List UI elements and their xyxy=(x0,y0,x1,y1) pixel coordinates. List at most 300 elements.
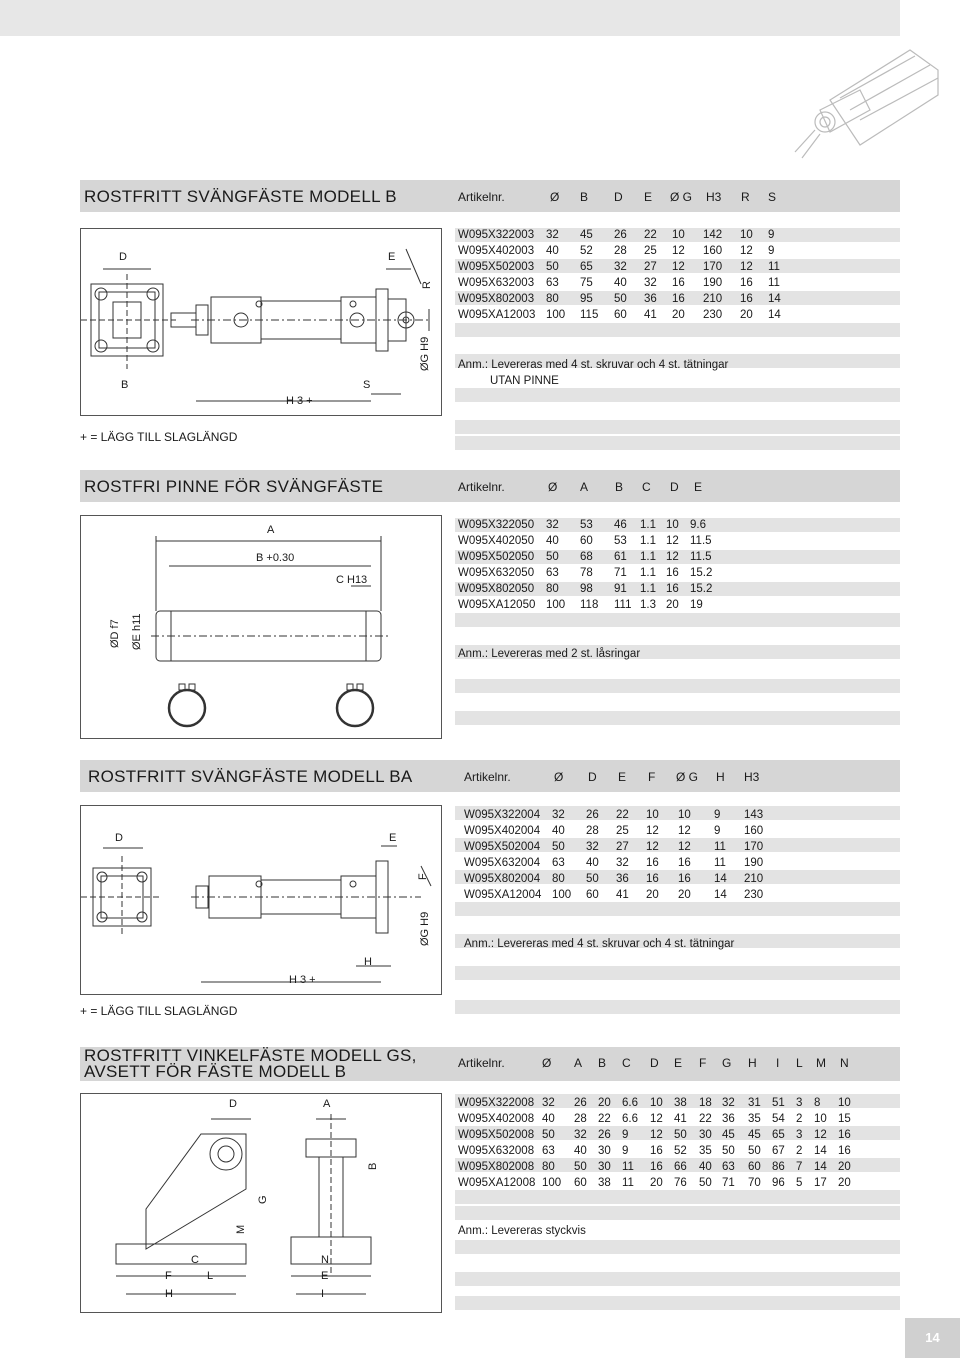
cell: 32 xyxy=(644,277,657,289)
cell: 11 xyxy=(768,261,780,273)
dim-label: E xyxy=(389,832,397,844)
cell: 10 xyxy=(678,809,691,821)
dim-label: H 3 + xyxy=(289,974,316,986)
row-stripe xyxy=(455,1190,900,1204)
cell: 11 xyxy=(622,1161,634,1173)
cell: 9 xyxy=(768,245,775,257)
column-header: I xyxy=(776,1056,780,1070)
cell: 60 xyxy=(748,1161,761,1173)
cell: 12 xyxy=(672,261,685,273)
cell: 1.3 xyxy=(640,599,656,611)
dim-label: L xyxy=(207,1270,214,1282)
cell: 26 xyxy=(574,1097,587,1109)
dim-label: H xyxy=(165,1288,173,1300)
cell: 9 xyxy=(768,229,775,241)
column-header: Ø xyxy=(550,190,560,204)
cell: 50 xyxy=(552,841,565,853)
cell: 80 xyxy=(542,1161,555,1173)
cell: 190 xyxy=(703,277,723,289)
cell: 40 xyxy=(614,277,627,289)
cell: 22 xyxy=(598,1113,611,1125)
column-header: R xyxy=(741,190,750,204)
cell: 5 xyxy=(796,1177,803,1189)
cell: 53 xyxy=(580,519,593,531)
column-header: B xyxy=(598,1056,607,1070)
cell: 60 xyxy=(580,535,593,547)
cell: 118 xyxy=(580,599,599,611)
dim-label: I xyxy=(321,1288,325,1300)
section-title: ROSTFRITT SVÄNGFÄSTE MODELL BA xyxy=(88,767,413,786)
cell: 53 xyxy=(614,535,627,547)
cell: 210 xyxy=(744,873,764,885)
cell: 100 xyxy=(546,599,566,611)
cell: 63 xyxy=(546,277,559,289)
page-number: 14 xyxy=(905,1318,960,1358)
cell: 20 xyxy=(672,309,685,321)
cell: 8 xyxy=(814,1097,821,1109)
cell: 12 xyxy=(666,551,679,563)
cell: 28 xyxy=(614,245,627,257)
column-header: D xyxy=(614,190,623,204)
cell: 25 xyxy=(644,245,657,257)
cell: 32 xyxy=(722,1097,735,1109)
cell: 31 xyxy=(748,1097,761,1109)
cell: 16 xyxy=(678,857,691,869)
dim-label: R xyxy=(421,281,433,289)
cell: 52 xyxy=(580,245,593,257)
cell: 40 xyxy=(542,1113,555,1125)
column-header: E xyxy=(618,770,627,784)
cell: 36 xyxy=(616,873,629,885)
cell: 12 xyxy=(814,1129,827,1141)
cell: 50 xyxy=(674,1129,687,1141)
dim-label: N xyxy=(321,1254,329,1266)
cell: 1.1 xyxy=(640,519,656,531)
cell: 45 xyxy=(580,229,593,241)
drawing-modell-ba xyxy=(80,805,442,995)
column-header: G xyxy=(722,1056,732,1070)
cell: 38 xyxy=(674,1097,687,1109)
column-header: E xyxy=(674,1056,683,1070)
cell: W095X632008 xyxy=(458,1145,535,1157)
cell: 14 xyxy=(814,1161,827,1173)
cell: 190 xyxy=(744,857,764,869)
cell: 32 xyxy=(586,841,599,853)
table-header xyxy=(464,770,894,786)
cell: 32 xyxy=(574,1129,587,1141)
cell: 30 xyxy=(699,1129,712,1141)
cell: 22 xyxy=(699,1113,712,1125)
cell: 27 xyxy=(616,841,629,853)
cell: 1.1 xyxy=(640,583,656,595)
row-stripe xyxy=(455,679,900,693)
cell: 111 xyxy=(614,599,632,611)
cell: 16 xyxy=(838,1129,851,1141)
cell: 19 xyxy=(690,599,703,611)
cell: 10 xyxy=(666,519,679,531)
cell: 45 xyxy=(722,1129,735,1141)
cell: 9 xyxy=(622,1129,629,1141)
cell: 9 xyxy=(622,1145,629,1157)
cell: 9.6 xyxy=(690,519,706,531)
cell: 15.2 xyxy=(690,583,713,595)
cell: 10 xyxy=(650,1097,663,1109)
column-header: L xyxy=(796,1056,803,1070)
dim-label: D xyxy=(229,1098,237,1110)
cell: 50 xyxy=(542,1129,555,1141)
cell: 170 xyxy=(703,261,723,273)
cell: 16 xyxy=(740,293,753,305)
cell: 36 xyxy=(644,293,657,305)
section-title: ROSTFRI PINNE FÖR SVÄNGFÄSTE xyxy=(84,477,384,496)
row-stripe xyxy=(455,902,900,916)
cell: W095X322008 xyxy=(458,1097,535,1109)
cell: 10 xyxy=(646,809,659,821)
cell: 16 xyxy=(666,583,679,595)
column-header: Ø xyxy=(554,770,564,784)
cell: 60 xyxy=(586,889,599,901)
cell: 54 xyxy=(772,1113,785,1125)
cell: 50 xyxy=(614,293,627,305)
cell: 12 xyxy=(740,261,753,273)
cell: 16 xyxy=(678,873,691,885)
cell: 30 xyxy=(598,1161,611,1173)
cell: 30 xyxy=(598,1145,611,1157)
cell: 115 xyxy=(580,309,599,321)
column-header: C xyxy=(622,1056,631,1070)
cell: 2 xyxy=(796,1113,803,1125)
cell: 32 xyxy=(614,261,627,273)
cell: 10 xyxy=(740,229,753,241)
cell: 9 xyxy=(714,809,721,821)
cell: W095X322050 xyxy=(458,519,535,531)
column-header: E xyxy=(694,480,703,494)
note: Anm.: Levereras med 4 st. skruvar och 4 st. tätningar xyxy=(458,359,729,371)
section-title: ROSTFRITT VINKELFÄSTE MODELL GS, xyxy=(84,1046,417,1065)
column-header: H3 xyxy=(744,770,760,784)
cell: 6.6 xyxy=(622,1097,638,1109)
cell: W095X402050 xyxy=(458,535,535,547)
cell: 75 xyxy=(580,277,593,289)
cell: 50 xyxy=(748,1145,761,1157)
cell: 20 xyxy=(740,309,753,321)
row-stripe xyxy=(455,613,900,627)
cell: 41 xyxy=(674,1113,687,1125)
cell: 11 xyxy=(714,857,726,869)
cell: 20 xyxy=(838,1161,851,1173)
cell: 10 xyxy=(672,229,685,241)
cell: 170 xyxy=(744,841,764,853)
dim-label: ØD f7 xyxy=(109,619,121,648)
cell: 40 xyxy=(546,245,559,257)
column-header: B xyxy=(615,480,624,494)
cell: 25 xyxy=(616,825,629,837)
cell: W095XA12003 xyxy=(458,309,536,321)
cell: 100 xyxy=(542,1177,562,1189)
cell: 76 xyxy=(674,1177,687,1189)
drawing-modell-b xyxy=(80,228,442,416)
cell: 1.1 xyxy=(640,567,656,579)
cell: 20 xyxy=(838,1177,851,1189)
dim-label: H 3 + xyxy=(286,395,313,407)
cell: 50 xyxy=(586,873,599,885)
cell: 10 xyxy=(838,1097,851,1109)
cell: 11 xyxy=(768,277,780,289)
cylinder-illustration xyxy=(790,40,940,170)
cell: 80 xyxy=(552,873,565,885)
drawing-pinne xyxy=(80,515,442,739)
column-header: Ø xyxy=(548,480,558,494)
cell: 71 xyxy=(614,567,627,579)
column-header: Artikelnr. xyxy=(458,480,505,494)
cell: 14 xyxy=(714,873,727,885)
note: Anm.: Levereras med 2 st. låsringar xyxy=(458,648,641,660)
section-subtitle: AVSETT FÖR FÄSTE MODELL B xyxy=(84,1062,347,1081)
cell: 160 xyxy=(703,245,723,257)
cell: 14 xyxy=(714,889,727,901)
note: Anm.: Levereras styckvis xyxy=(458,1225,586,1237)
row-stripe xyxy=(455,966,900,980)
cell: 11.5 xyxy=(690,535,712,547)
column-header: D xyxy=(670,480,679,494)
cell: 36 xyxy=(722,1113,735,1125)
dim-label: F xyxy=(417,873,429,880)
cell: 26 xyxy=(586,809,599,821)
cell: 2 xyxy=(796,1145,803,1157)
cell: W095XA12008 xyxy=(458,1177,536,1189)
cell: 40 xyxy=(699,1161,712,1173)
cell: 35 xyxy=(748,1113,761,1125)
row-stripe xyxy=(455,323,900,337)
cell: 160 xyxy=(744,825,764,837)
dim-label: F xyxy=(165,1270,172,1282)
cell: 63 xyxy=(546,567,559,579)
dim-label: G xyxy=(257,1195,269,1204)
cell: 51 xyxy=(772,1097,785,1109)
dim-label: ØG H9 xyxy=(419,911,431,946)
cell: 95 xyxy=(580,293,593,305)
column-header: H xyxy=(716,770,725,784)
cell: 50 xyxy=(699,1177,712,1189)
dim-label: C xyxy=(191,1254,199,1266)
dim-label: ØE h11 xyxy=(131,613,143,650)
cell: 40 xyxy=(552,825,565,837)
cell: 15 xyxy=(838,1113,851,1125)
cell: W095X402003 xyxy=(458,245,535,257)
cell: 20 xyxy=(678,889,691,901)
dim-label: M xyxy=(235,1224,247,1234)
cell: 80 xyxy=(546,293,559,305)
column-header: E xyxy=(644,190,653,204)
cell: 17 xyxy=(814,1177,827,1189)
cell: 28 xyxy=(586,825,599,837)
cell: W095X632003 xyxy=(458,277,535,289)
cell: 32 xyxy=(546,519,559,531)
cell: 16 xyxy=(838,1145,851,1157)
cell: 32 xyxy=(552,809,565,821)
cell: 16 xyxy=(740,277,753,289)
cell: 28 xyxy=(574,1113,587,1125)
row-stripe xyxy=(455,1272,900,1286)
cell: 230 xyxy=(744,889,764,901)
cell: 61 xyxy=(614,551,627,563)
column-header: Artikelnr. xyxy=(458,1056,505,1070)
cell: W095X632050 xyxy=(458,567,535,579)
cell: W095X402008 xyxy=(458,1113,535,1125)
cell: W095X502008 xyxy=(458,1129,535,1141)
row-stripe xyxy=(455,1296,900,1310)
cell: 46 xyxy=(614,519,627,531)
cell: 7 xyxy=(796,1161,803,1173)
cell: 20 xyxy=(650,1177,663,1189)
cell: 22 xyxy=(616,809,629,821)
dim-label: B xyxy=(367,1162,379,1170)
column-header: Ø G xyxy=(676,770,699,784)
cell: 60 xyxy=(614,309,627,321)
cell: 12 xyxy=(650,1129,663,1141)
cell: 66 xyxy=(674,1161,687,1173)
cell: 12 xyxy=(740,245,753,257)
cell: 12 xyxy=(678,825,691,837)
cell: 70 xyxy=(748,1177,761,1189)
cell: 1.1 xyxy=(640,535,656,547)
cell: W095X502003 xyxy=(458,261,535,273)
cell: 67 xyxy=(772,1145,785,1157)
dim-label: C H13 xyxy=(336,574,368,586)
cell: 71 xyxy=(722,1177,735,1189)
column-header: F xyxy=(648,770,656,784)
row-stripe xyxy=(455,1240,900,1254)
row-stripe xyxy=(455,1000,900,1014)
dim-label: D xyxy=(119,251,127,263)
cell: 20 xyxy=(666,599,679,611)
row-stripe xyxy=(455,388,900,402)
cell: 27 xyxy=(644,261,657,273)
column-header: D xyxy=(588,770,597,784)
dim-label: H xyxy=(364,956,372,968)
cell: 12 xyxy=(678,841,691,853)
cell: W095X802008 xyxy=(458,1161,535,1173)
cell: 50 xyxy=(574,1161,587,1173)
cell: 98 xyxy=(580,583,593,595)
cell: 11.5 xyxy=(690,551,712,563)
cell: 142 xyxy=(703,229,723,241)
cell: 12 xyxy=(646,825,659,837)
cell: 32 xyxy=(546,229,559,241)
column-header: H xyxy=(748,1056,757,1070)
cell: W095X802003 xyxy=(458,293,535,305)
cell: 6.6 xyxy=(622,1113,638,1125)
cell: 96 xyxy=(772,1177,785,1189)
row-stripe xyxy=(455,711,900,725)
cell: W095X322004 xyxy=(464,809,541,821)
dim-label: A xyxy=(267,524,275,536)
cell: 86 xyxy=(772,1161,785,1173)
top-bar xyxy=(0,0,900,36)
cell: 12 xyxy=(646,841,659,853)
cell: 52 xyxy=(674,1145,687,1157)
dim-label: E xyxy=(388,251,396,263)
cell: 12 xyxy=(650,1113,663,1125)
cell: 210 xyxy=(703,293,723,305)
cell: 32 xyxy=(616,857,629,869)
drawing-modell-gs xyxy=(80,1093,442,1313)
cell: 32 xyxy=(542,1097,555,1109)
cell: 40 xyxy=(574,1145,587,1157)
footnote: + = LÄGG TILL SLAGLÄNGD xyxy=(80,430,238,444)
cell: 12 xyxy=(666,535,679,547)
cell: 78 xyxy=(580,567,593,579)
table-header xyxy=(458,480,898,496)
column-header: H3 xyxy=(706,190,722,204)
cell: 14 xyxy=(768,293,781,305)
row-stripe xyxy=(455,420,900,434)
cell: W095XA12004 xyxy=(464,889,542,901)
cell: 16 xyxy=(650,1145,663,1157)
dim-label: D xyxy=(115,832,123,844)
cell: 40 xyxy=(546,535,559,547)
dim-label: B xyxy=(121,379,129,391)
column-header: N xyxy=(840,1056,849,1070)
cell: 26 xyxy=(598,1129,611,1141)
note: Anm.: Levereras med 4 st. skruvar och 4 st. tätningar xyxy=(464,938,735,950)
column-header: S xyxy=(768,190,777,204)
row-stripe xyxy=(455,436,900,450)
cell: 143 xyxy=(744,809,764,821)
column-header: F xyxy=(699,1056,707,1070)
row-stripe xyxy=(455,1206,900,1220)
cell: 14 xyxy=(814,1145,827,1157)
cell: 20 xyxy=(646,889,659,901)
cell: 63 xyxy=(542,1145,555,1157)
cell: 100 xyxy=(546,309,566,321)
column-header: D xyxy=(650,1056,659,1070)
cell: 16 xyxy=(646,873,659,885)
section-title: ROSTFRITT SVÄNGFÄSTE MODELL B xyxy=(84,187,397,206)
cell: 15.2 xyxy=(690,567,713,579)
cell: 16 xyxy=(666,567,679,579)
cell: 80 xyxy=(546,583,559,595)
cell: 12 xyxy=(672,245,685,257)
cell: 50 xyxy=(722,1145,735,1157)
cell: 45 xyxy=(748,1129,761,1141)
cell: 1.1 xyxy=(640,551,656,563)
cell: 91 xyxy=(614,583,627,595)
cell: 65 xyxy=(580,261,593,273)
cell: W095XA12050 xyxy=(458,599,536,611)
dim-label: ØG H9 xyxy=(419,336,431,371)
column-header: Artikelnr. xyxy=(458,190,505,204)
cell: W095X502004 xyxy=(464,841,541,853)
column-header: A xyxy=(574,1056,583,1070)
cell: 60 xyxy=(574,1177,587,1189)
cell: 16 xyxy=(672,277,685,289)
column-header: Ø xyxy=(542,1056,552,1070)
cell: 26 xyxy=(614,229,627,241)
cell: 50 xyxy=(546,551,559,563)
cell: 63 xyxy=(552,857,565,869)
dim-label: B +0.30 xyxy=(256,552,295,564)
cell: 50 xyxy=(546,261,559,273)
cell: 100 xyxy=(552,889,572,901)
cell: 9 xyxy=(714,825,721,837)
cell: 16 xyxy=(650,1161,663,1173)
cell: 11 xyxy=(714,841,726,853)
cell: 3 xyxy=(796,1129,803,1141)
cell: 41 xyxy=(616,889,629,901)
cell: W095X402004 xyxy=(464,825,541,837)
cell: 68 xyxy=(580,551,593,563)
